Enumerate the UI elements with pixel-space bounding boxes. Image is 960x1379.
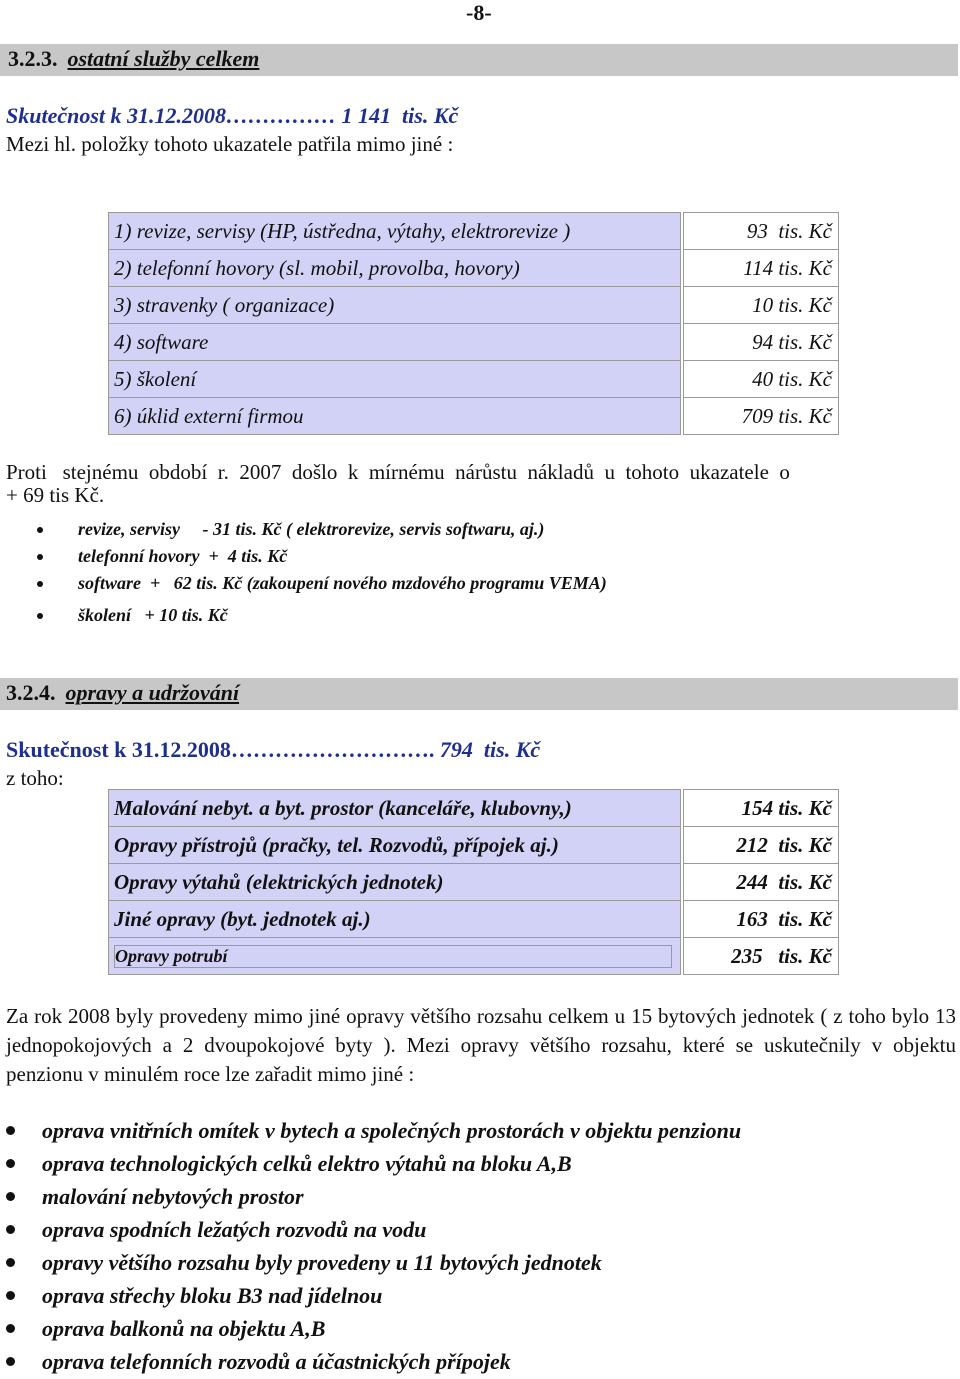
list-item: revize, servisy - 31 tis. Kč ( elektrorevize, servis softwaru, aj.): [0, 516, 607, 543]
table-row: [109, 250, 839, 287]
actual-prefix: Skutečnost k 31.12.2008……………: [6, 103, 342, 128]
section-title: opravy a udržování: [65, 680, 240, 705]
bullet-icon: [37, 581, 43, 587]
section-number: 3.2.4.: [6, 680, 56, 705]
bullet-icon: [37, 554, 43, 560]
actual-value: 794: [439, 737, 473, 762]
table-row: [109, 324, 839, 361]
actual-unit: tis. Kč: [472, 737, 541, 762]
comparison-text: [6, 460, 956, 508]
row-value: 709 tis. Kč: [684, 398, 839, 435]
row-value: 163 tis. Kč: [684, 901, 839, 938]
row-value: 93 tis. Kč: [684, 213, 839, 250]
actual-prefix: Skutečnost k 31.12.2008……………………….: [6, 737, 440, 762]
row-value: 154 tis. Kč: [684, 790, 839, 827]
bullet-icon: [6, 1126, 15, 1135]
row-label: Malování nebyt. a byt. prostor (kanceláře, klubovny,): [109, 790, 681, 827]
actual-total: [6, 737, 540, 763]
list-item: školení + 10 tis. Kč: [0, 602, 607, 629]
list-item: software + 62 tis. Kč (zakoupení nového mzdového programu VEMA): [0, 570, 607, 597]
bullet-icon: [6, 1291, 15, 1300]
section-heading: [6, 680, 239, 706]
section-heading: [8, 46, 259, 72]
actual-unit: tis. Kč: [391, 103, 459, 128]
row-label: 1) revize, servisy (HP, ústředna, výtahy, elektrorevize ): [109, 213, 681, 250]
bullet-icon: [6, 1324, 15, 1333]
actual-total: [6, 103, 458, 129]
bullet-icon: [6, 1258, 15, 1267]
row-value: 235 tis. Kč: [684, 938, 839, 975]
bullet-icon: [6, 1159, 15, 1168]
list-item: oprava balkonů na objektu A,B: [0, 1312, 741, 1345]
list-item: telefonní hovory + 4 tis. Kč: [0, 543, 607, 570]
list-item: oprava telefonních rozvodů a účastnických přípojek: [0, 1345, 741, 1378]
table-row: [109, 361, 839, 398]
list-item: opravy většího rozsahu byly provedeny u 11 bytových jednotek: [0, 1246, 741, 1279]
row-value: 114 tis. Kč: [684, 250, 839, 287]
comparison-line-1: Proti stejnému období r. 2007 došlo k mírnému nárůstu nákladů u tohoto ukazatele o: [6, 460, 790, 484]
change-bullets: [0, 516, 607, 629]
row-value: 40 tis. Kč: [684, 361, 839, 398]
table-row: [109, 790, 839, 827]
bullet-icon: [37, 527, 43, 533]
list-item: oprava vnitřních omítek v bytech a společných prostorách v objektu penzionu: [0, 1114, 741, 1147]
row-value: 212 tis. Kč: [684, 827, 839, 864]
row-label: [109, 938, 681, 975]
row-label: Jiné opravy (byt. jednotek aj.): [109, 901, 681, 938]
row-value: 94 tis. Kč: [684, 324, 839, 361]
row-label: Opravy výtahů (elektrických jednotek): [109, 864, 681, 901]
section-title: ostatní služby celkem: [67, 46, 260, 71]
row-label: Opravy přístrojů (pračky, tel. Rozvodů, přípojek aj.): [109, 827, 681, 864]
section-number: 3.2.3.: [8, 46, 58, 71]
bullet-icon: [6, 1192, 15, 1201]
row-label: 3) stravenky ( organizace): [109, 287, 681, 324]
row-value: 10 tis. Kč: [684, 287, 839, 324]
services-table: [108, 212, 839, 435]
bullet-icon: [6, 1357, 15, 1366]
bullet-icon: [37, 613, 43, 619]
table-row: [109, 398, 839, 435]
row-label: 2) telefonní hovory (sl. mobil, provolba, hovory): [109, 250, 681, 287]
row-label: 6) úklid externí firmou: [109, 398, 681, 435]
row-value: 244 tis. Kč: [684, 864, 839, 901]
intro-text: Mezi hl. položky tohoto ukazatele patřila mimo jiné :: [6, 132, 454, 156]
intro-text: z toho:: [6, 766, 64, 790]
repairs-paragraph: Za rok 2008 byly provedeny mimo jiné opravy většího rozsahu celkem u 15 bytových jednotek ( z toho bylo 13 jednopokojových a 2 dvoupokojové byty ). Mezi opravy většího rozsahu, které se uskutečnily v objektu penzionu v minulém roce lze zařadit mimo jiné :: [6, 1004, 956, 1086]
repairs-table: [108, 789, 839, 975]
row-label: 4) software: [109, 324, 681, 361]
table-row: [109, 213, 839, 250]
table-row: [109, 827, 839, 864]
repairs-bullets: [0, 1114, 741, 1378]
comparison-line-2: + 69 tis Kč.: [6, 483, 105, 507]
table-row: [109, 864, 839, 901]
actual-value: 1 141: [341, 103, 392, 128]
list-item: malování nebytových prostor: [0, 1180, 741, 1213]
table-row: [109, 287, 839, 324]
row-label-text: Opravy potrubí: [114, 945, 672, 968]
list-item: oprava technologických celků elektro výtahů na bloku A,B: [0, 1147, 741, 1180]
page-number: -8-: [466, 0, 492, 25]
list-item: oprava spodních ležatých rozvodů na vodu: [0, 1213, 741, 1246]
row-label: 5) školení: [109, 361, 681, 398]
table-row: [109, 901, 839, 938]
bullet-icon: [6, 1225, 15, 1234]
table-row: [109, 938, 839, 975]
list-item: oprava střechy bloku B3 nad jídelnou: [0, 1279, 741, 1312]
